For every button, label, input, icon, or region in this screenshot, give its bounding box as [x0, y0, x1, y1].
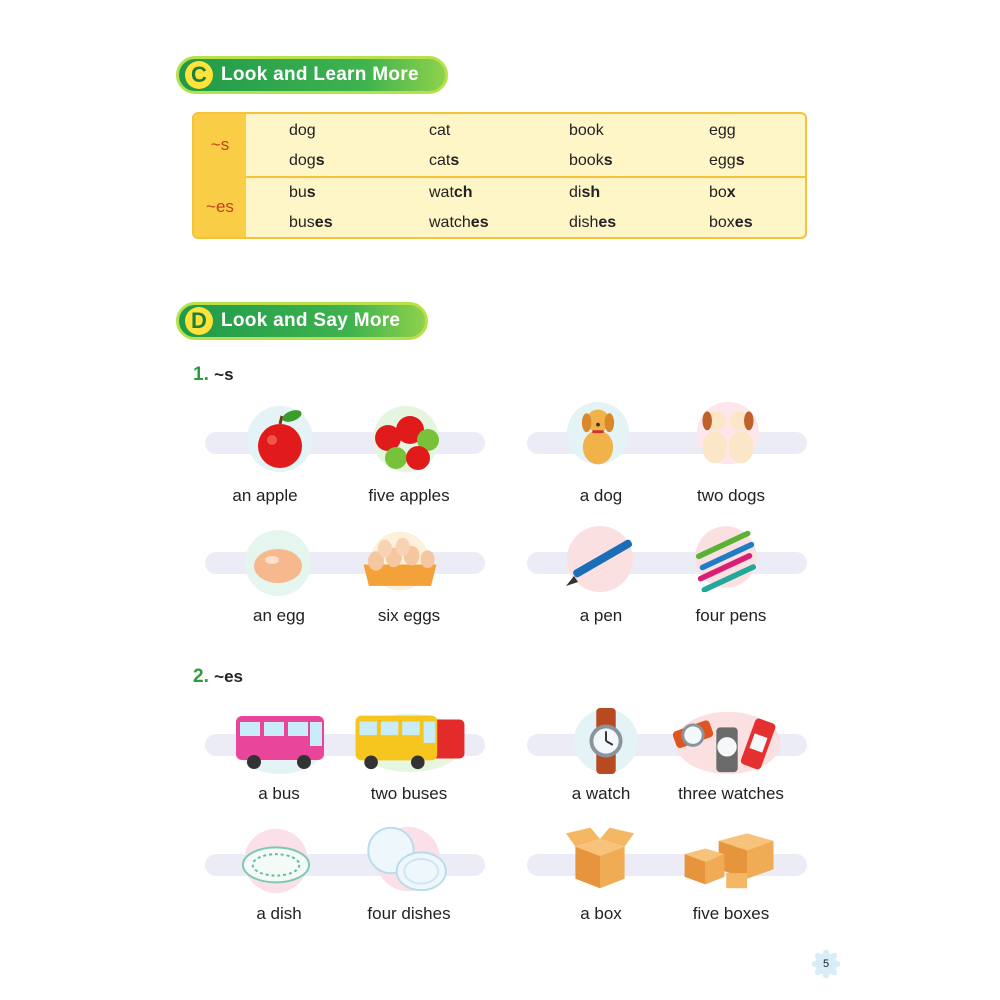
subsection-2-heading: 2. ~es	[193, 666, 243, 687]
caption-an-apple: an apple	[232, 486, 298, 505]
section-d-banner	[176, 302, 428, 340]
section-d-title: Look and Say More	[221, 310, 401, 331]
pens-image	[686, 522, 766, 592]
caption-four-pens: four pens	[695, 606, 767, 625]
rule-row-es	[194, 176, 805, 238]
apple-image	[240, 404, 320, 474]
word-plural: books	[569, 152, 613, 169]
word-plural: dishes	[569, 214, 617, 231]
boxes-image	[678, 822, 782, 892]
caption-five-boxes: five boxes	[692, 904, 770, 923]
caption-a-box: a box	[580, 904, 622, 923]
word-plural: boxes	[709, 214, 753, 231]
word-singular: book	[569, 122, 604, 139]
watches-image	[670, 706, 786, 776]
caption-four-dishes: four dishes	[367, 904, 451, 923]
watch-image	[566, 706, 646, 776]
caption-a-watch: a watch	[571, 784, 631, 803]
page-number	[812, 950, 840, 978]
dog-image	[558, 400, 638, 470]
rule-row-s	[194, 114, 805, 178]
page-number-text: 5	[822, 958, 830, 970]
caption-a-pen: a pen	[579, 606, 623, 625]
section-c-title: Look and Learn More	[221, 64, 419, 85]
apples-image	[366, 404, 446, 474]
box-image	[560, 822, 640, 892]
caption-a-bus: a bus	[258, 784, 300, 803]
caption-a-dish: a dish	[256, 904, 302, 923]
plural-rule-table	[192, 112, 807, 239]
word-singular: box	[709, 184, 736, 201]
caption-two-buses: two buses	[370, 784, 448, 803]
word-plural: buses	[289, 214, 333, 231]
section-d-letter: D	[185, 307, 213, 335]
word-singular: cat	[429, 122, 451, 139]
section-c-banner	[176, 56, 448, 94]
rule-suffix: ~es	[194, 176, 246, 238]
word-singular: egg	[709, 122, 736, 139]
caption-five-apples: five apples	[368, 486, 450, 505]
section-c-letter: C	[185, 61, 213, 89]
word-singular: dog	[289, 122, 316, 139]
word-plural: eggs	[709, 152, 745, 169]
caption-an-egg: an egg	[253, 606, 305, 625]
word-singular: dish	[569, 184, 601, 201]
caption-two-dogs: two dogs	[696, 486, 766, 505]
caption-a-dog: a dog	[579, 486, 623, 505]
dishes-image	[360, 824, 456, 894]
word-plural: cats	[429, 152, 460, 169]
word-singular: bus	[289, 184, 316, 201]
pen-image	[560, 524, 640, 594]
rule-suffix: ~s	[194, 114, 246, 176]
bus-image	[232, 706, 328, 776]
dogs-image	[688, 400, 768, 470]
word-plural: dogs	[289, 152, 325, 169]
dish-image	[236, 826, 316, 896]
buses-image	[350, 704, 470, 774]
word-plural: watches	[429, 214, 489, 231]
subsection-1-heading: 1. ~s	[193, 364, 234, 385]
caption-six-eggs: six eggs	[377, 606, 441, 625]
caption-three-watches: three watches	[678, 784, 784, 803]
word-singular: watch	[429, 184, 473, 201]
eggs-image	[360, 526, 440, 596]
egg-image	[238, 528, 318, 598]
